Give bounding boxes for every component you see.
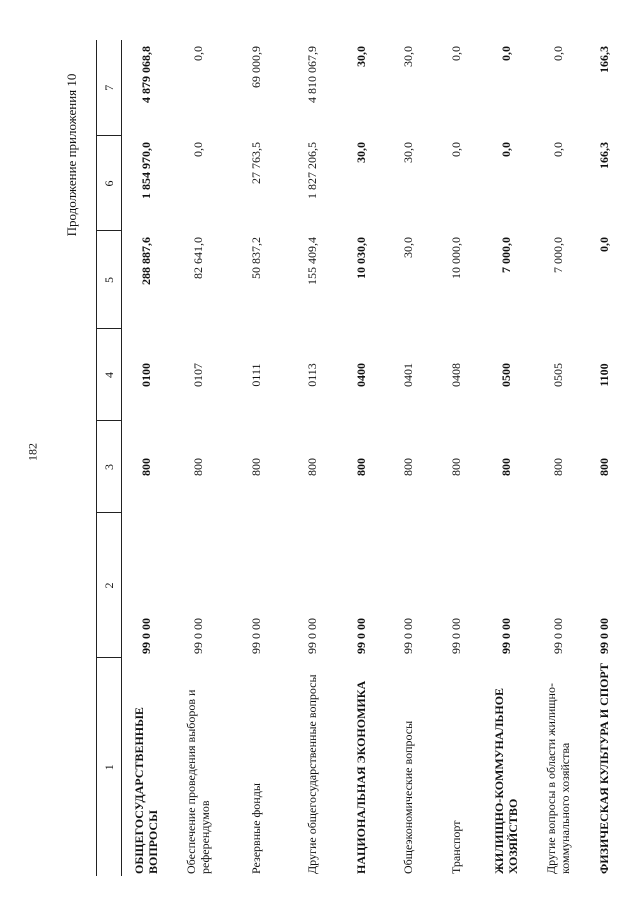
row-code: 99 0 00 <box>304 618 319 654</box>
row-col7: 0,0 <box>448 46 463 61</box>
table-body <box>122 40 625 876</box>
row-col5: 10 000,0 <box>448 237 463 279</box>
row-col6: 27 763,5 <box>248 142 263 184</box>
row-section: 0111 <box>248 363 263 387</box>
row-name: ОБЩЕГОСУДАРСТВЕННЫЕ ВОПРОСЫ <box>131 707 160 874</box>
row-col7: 30,0 <box>353 46 368 67</box>
row-name: ЖИЛИЩНО-КОММУНАЛЬНОЕ ХОЗЯЙСТВО <box>491 687 520 874</box>
row-section: 0500 <box>498 363 513 387</box>
row-col6: 166,3 <box>596 142 611 169</box>
table-row <box>226 40 286 876</box>
row-type: 800 <box>448 458 463 476</box>
row-col6: 0,0 <box>498 142 513 157</box>
row-type: 800 <box>248 458 263 476</box>
continuation-label: Продолжение приложения 10 <box>64 73 79 237</box>
row-name: Другие общегосударственные вопросы <box>304 674 319 874</box>
row-col7: 166,3 <box>596 46 611 73</box>
row-col6: 30,0 <box>353 142 368 163</box>
header-col-6: 6 <box>97 136 122 231</box>
row-col6: 0,0 <box>190 142 205 157</box>
row-type: 800 <box>190 458 205 476</box>
row-col7: 0,0 <box>190 46 205 61</box>
header-row <box>97 40 122 876</box>
table-row <box>532 40 584 876</box>
row-col5: 155 409,4 <box>304 237 319 285</box>
row-col7: 0,0 <box>498 46 513 61</box>
row-section: 0400 <box>353 363 368 387</box>
row-section: 0408 <box>448 363 463 387</box>
table-row <box>432 40 480 876</box>
row-col5: 7 000,0 <box>550 237 565 273</box>
row-name: Другие вопросы в области жилищно-коммунального хозяйства <box>543 683 572 874</box>
row-section: 0100 <box>138 363 153 387</box>
row-type: 800 <box>304 458 319 476</box>
row-col7: 0,0 <box>550 46 565 61</box>
page-number: 182 <box>25 443 40 461</box>
row-type: 800 <box>353 458 368 476</box>
table-row <box>122 40 171 876</box>
row-col6: 1 827 206,5 <box>304 142 319 199</box>
row-type: 800 <box>550 458 565 476</box>
row-type: 800 <box>498 458 513 476</box>
row-type: 800 <box>400 458 415 476</box>
row-col5: 30,0 <box>400 237 415 258</box>
row-code: 99 0 00 <box>498 618 513 654</box>
row-col6: 1 854 970,0 <box>138 142 153 199</box>
row-col6: 30,0 <box>400 142 415 163</box>
row-code: 99 0 00 <box>138 618 153 654</box>
row-type: 800 <box>138 458 153 476</box>
row-section: 0113 <box>304 363 319 387</box>
row-col6: 0,0 <box>550 142 565 157</box>
table-row <box>480 40 532 876</box>
row-name: НАЦИОНАЛЬНАЯ ЭКОНОМИКА <box>353 680 368 874</box>
row-col7: 69 000,9 <box>248 46 263 88</box>
row-code: 99 0 00 <box>190 618 205 654</box>
row-section: 0107 <box>190 363 205 387</box>
table-row <box>338 40 384 876</box>
row-code: 99 0 00 <box>353 618 368 654</box>
row-name: ФИЗИЧЕСКАЯ КУЛЬТУРА И СПОРТ <box>596 663 611 874</box>
table-row <box>170 40 226 876</box>
row-section: 0401 <box>400 363 415 387</box>
row-col5: 7 000,0 <box>498 237 513 273</box>
row-col5: 10 030,0 <box>353 237 368 279</box>
row-section: 1100 <box>596 363 611 387</box>
row-name: Обеспечение проведения выборов и референдумов <box>183 689 212 874</box>
table-row <box>286 40 338 876</box>
row-col5: 50 837,2 <box>248 237 263 279</box>
table-header <box>97 40 122 876</box>
row-code: 99 0 00 <box>400 618 415 654</box>
rotated-table-container <box>96 40 616 876</box>
table-row <box>384 40 432 876</box>
header-col-5: 5 <box>97 231 122 329</box>
header-col-3: 3 <box>97 421 122 513</box>
row-code: 99 0 00 <box>550 618 565 654</box>
row-col5: 82 641,0 <box>190 237 205 279</box>
header-col-7: 7 <box>97 40 122 136</box>
header-col-2: 2 <box>97 513 122 658</box>
row-col5: 288 887,6 <box>138 237 153 285</box>
row-name: Транспорт <box>448 820 463 874</box>
row-col7: 30,0 <box>400 46 415 67</box>
header-col-4: 4 <box>97 329 122 421</box>
budget-table <box>96 40 624 876</box>
header-col-1: 1 <box>97 658 122 876</box>
row-code: 99 0 00 <box>248 618 263 654</box>
row-section: 0505 <box>550 363 565 387</box>
row-col7: 4 810 067,9 <box>304 46 319 103</box>
row-type: 800 <box>596 458 611 476</box>
row-col5: 0,0 <box>596 237 611 252</box>
row-col7: 4 879 068,8 <box>138 46 153 103</box>
row-name: Резервные фонды <box>248 783 263 874</box>
row-col6: 0,0 <box>448 142 463 157</box>
row-name: Общеэкономические вопросы <box>400 720 415 874</box>
row-code: 99 0 00 <box>596 618 611 654</box>
row-code: 99 0 00 <box>448 618 463 654</box>
table-row <box>584 40 624 876</box>
